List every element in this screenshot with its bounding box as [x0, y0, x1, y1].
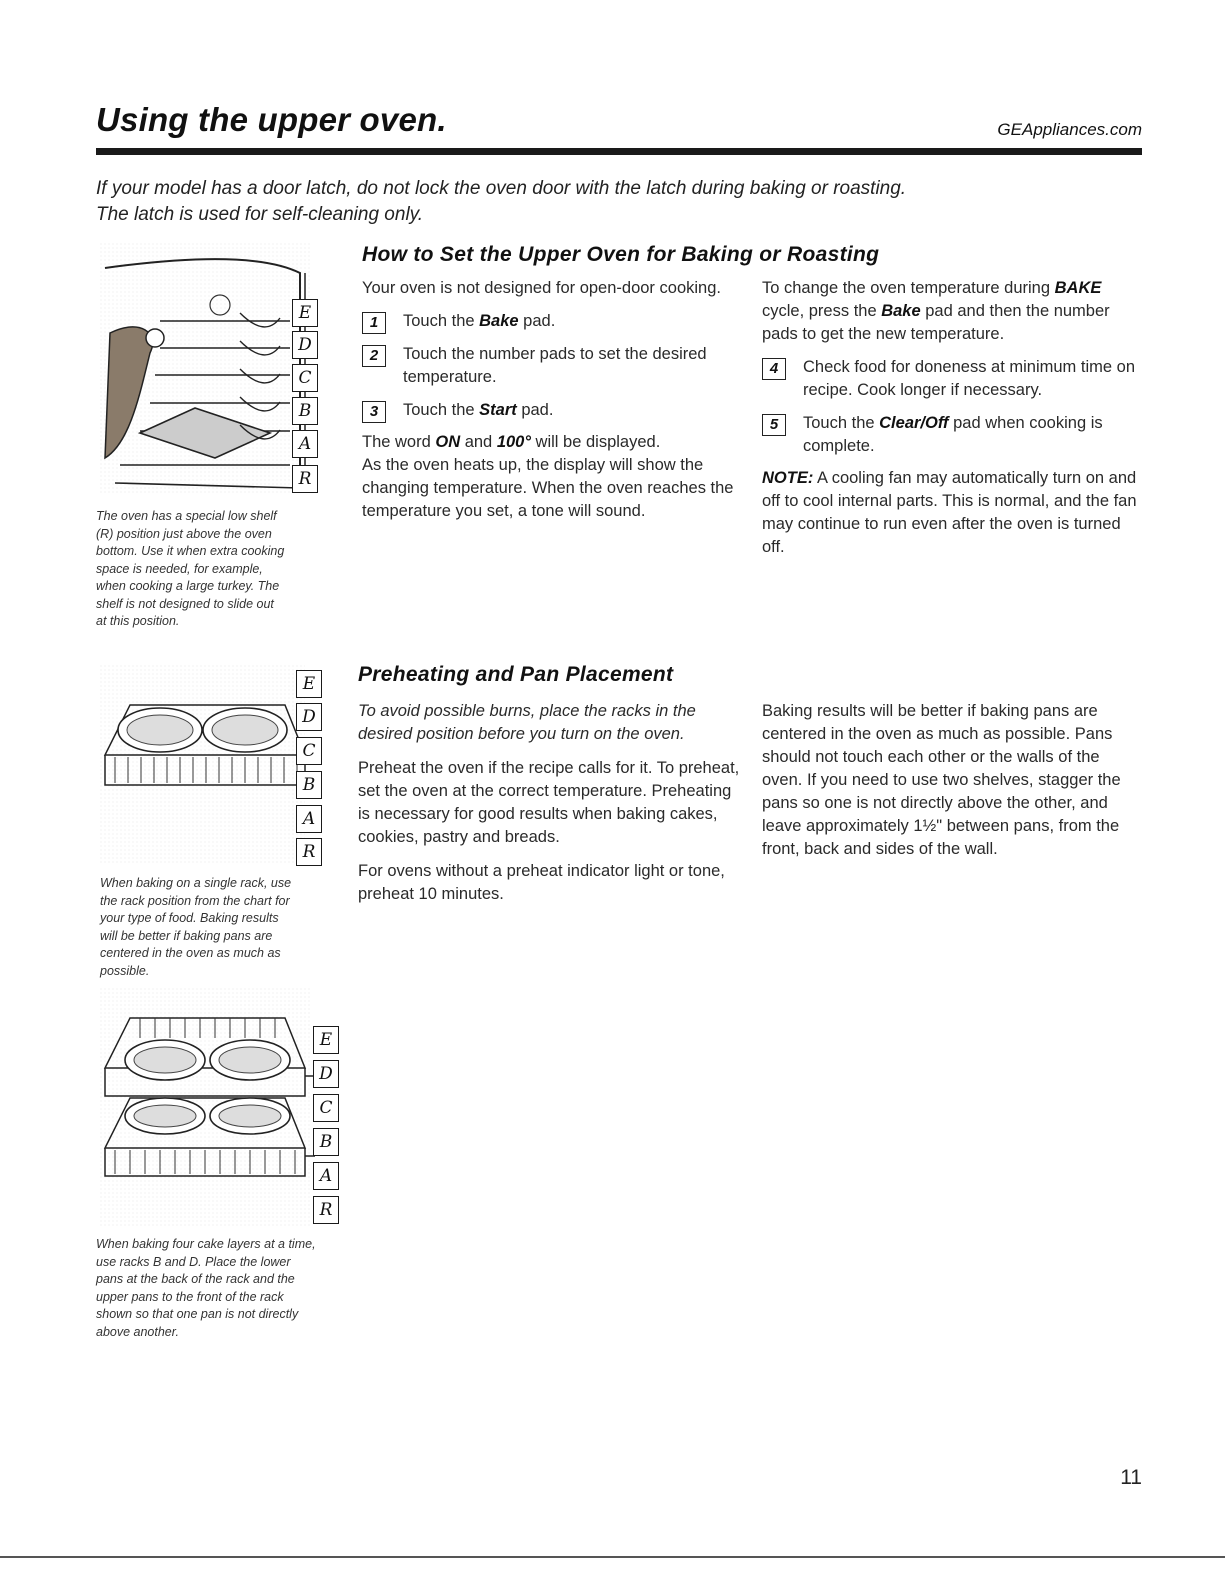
step-number-3: 3: [362, 401, 386, 423]
rack2-label-r: R: [296, 838, 322, 866]
open-door-note: Your oven is not designed for open-door cooking.: [362, 279, 721, 297]
pan-placement-note: Baking results will be better if baking pans are centered in the oven as much as possible. Pans should not touch each other or the walls of the oven. If you need to use two shelves, stagger the pans so one is not directly above the other, and leave approximately 1½" between pans, from the front, back and sides of the wall.: [762, 702, 1121, 858]
section-heading-baking: How to Set the Upper Oven for Baking or Roasting: [362, 243, 880, 266]
caption-four-layers: When baking four cake layers at a time, use racks B and D. Place the lower pans at the back of the rack and the upper pans to the front of the rack shown so that one pan is not directly above another.: [96, 1237, 316, 1339]
rack-label-r: R: [292, 465, 318, 493]
page-title: Using the upper oven.: [96, 101, 447, 138]
page-number: 11: [1120, 1466, 1142, 1489]
rack-label-e: E: [292, 299, 318, 327]
rack2-label-e: E: [296, 670, 322, 698]
rack2-label-b: B: [296, 771, 322, 799]
section-heading-preheating: Preheating and Pan Placement: [358, 663, 674, 686]
rack3-label-a: A: [313, 1162, 339, 1190]
heating-note: As the oven heats up, the display will show the changing temperature. When the oven reaches the temperature you set, a tone will sound.: [362, 456, 734, 520]
preheating-left-column: [358, 700, 742, 906]
rack3-label-c: C: [313, 1094, 339, 1122]
rack2-label-a: A: [296, 805, 322, 833]
baking-right-column: [762, 277, 1144, 559]
step-5: 5 Touch the Clear/Off pad when cooking is complete.: [762, 412, 1144, 458]
step-3: 3 Touch the Start pad.: [362, 399, 742, 422]
two-rack-figure: [100, 988, 345, 1233]
rack-label-a: A: [292, 430, 318, 458]
intro-warning: [96, 176, 1096, 228]
rack3-label-e: E: [313, 1026, 339, 1054]
step-2: 2 Touch the number pads to set the desired temperature.: [362, 343, 742, 389]
rack3-label-d: D: [313, 1060, 339, 1088]
website-label: GEAppliances.com: [997, 120, 1142, 139]
header-rule: [96, 148, 1142, 155]
single-rack-figure: [100, 665, 340, 870]
rack-label-d: D: [292, 331, 318, 359]
burn-warning: To avoid possible burns, place the racks in the desired position before you turn on the oven.: [358, 702, 696, 743]
bake-pad-label: Bake: [479, 312, 519, 330]
clear-off-pad-label: Clear/Off: [879, 414, 949, 432]
caption-single-rack: When baking on a single rack, use the rack position from the chart for your type of food. Baking results will be better if baking pans are centered in the oven as much as possible.: [100, 876, 292, 978]
oven-turkey-figure: [100, 243, 330, 498]
rack2-label-c: C: [296, 737, 322, 765]
two-rack-illustration: [100, 988, 345, 1233]
step-number-2: 2: [362, 345, 386, 367]
rack3-label-r: R: [313, 1196, 339, 1224]
baking-left-column: [362, 277, 742, 523]
change-temp-note: To change the oven temperature during BAKE cycle, press the Bake pad and then the number pads to get the new temperature.: [762, 279, 1110, 343]
start-pad-label: Start: [479, 401, 517, 419]
rack-label-b: B: [292, 397, 318, 425]
display-note: The word ON and 100° will be displayed.: [362, 433, 661, 451]
caption-low-shelf: The oven has a special low shelf (R) position just above the oven bottom. Use it when extra cooking space is needed, for example, when cooking a large turkey. The shelf is not designed to slide out at this position.: [96, 509, 285, 628]
rack2-label-d: D: [296, 703, 322, 731]
preheating-right-column: [762, 700, 1144, 861]
rack3-label-b: B: [313, 1128, 339, 1156]
preheat-instructions: Preheat the oven if the recipe calls for it. To preheat, set the oven at the correct temperature. Preheating is necessary for good results when baking cakes, cookies, pastry and breads.: [358, 759, 740, 846]
step-1: 1 Touch the Bake pad.: [362, 310, 742, 333]
step-number-4: 4: [762, 358, 786, 380]
cooling-fan-note: NOTE: A cooling fan may automatically turn on and off to cool internal parts. This is normal, and the fan may continue to run even after the oven is turned off.: [762, 469, 1137, 556]
step-number-5: 5: [762, 414, 786, 436]
step-number-1: 1: [362, 312, 386, 334]
step-4: 4 Check food for doneness at minimum time on recipe. Cook longer if necessary.: [762, 356, 1144, 402]
intro-line-1: If your model has a door latch, do not lock the oven door with the latch during baking or roasting.: [96, 178, 907, 199]
intro-line-2: The latch is used for self-cleaning only.: [96, 204, 424, 225]
preheat-time-note: For ovens without a preheat indicator light or tone, preheat 10 minutes.: [358, 862, 725, 903]
rack-label-c: C: [292, 364, 318, 392]
bottom-rule: [0, 1556, 1225, 1558]
